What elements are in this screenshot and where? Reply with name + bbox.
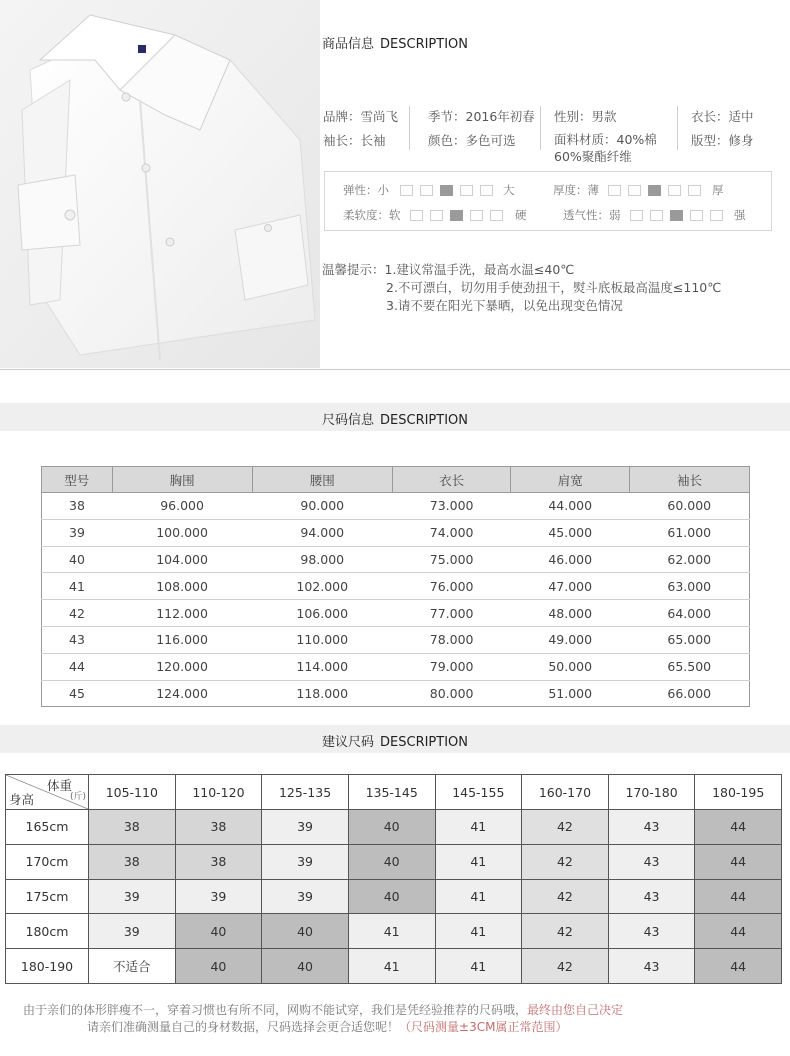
title-en: DESCRIPTION: [380, 735, 469, 750]
size-cell: 44: [695, 844, 782, 879]
table-cell: 50.000: [511, 653, 630, 680]
divider: [540, 106, 541, 150]
col-header: 腰围: [252, 467, 392, 493]
spec-length: 衣长：适中: [691, 109, 754, 124]
col-header: 型号: [42, 467, 113, 493]
table-row: [6, 879, 782, 914]
table-cell: 39: [42, 519, 113, 546]
size-cell: 41: [435, 844, 522, 879]
table-cell: 80.000: [392, 680, 511, 707]
table-cell: 46.000: [511, 546, 630, 573]
table-row: [6, 810, 782, 845]
footer-line-2: [87, 1018, 567, 1035]
table-cell: 49.000: [511, 626, 630, 653]
col-header: 胸围: [112, 467, 252, 493]
rating-square: [480, 185, 493, 196]
table-cell: 41: [42, 573, 113, 600]
table-row: [42, 493, 750, 520]
table-cell: 62.000: [630, 546, 750, 573]
rating-end-thickness: 厚: [712, 183, 724, 197]
table-cell: 44: [42, 653, 113, 680]
rating-square: [710, 210, 723, 221]
weight-header: 125-135: [262, 775, 349, 810]
table-cell: 78.000: [392, 626, 511, 653]
size-cell: 42: [522, 879, 609, 914]
size-cell: 39: [89, 914, 176, 949]
col-header: 袖长: [630, 467, 750, 493]
footer-line-1: [23, 1001, 623, 1018]
table-cell: 65.500: [630, 653, 750, 680]
table-row: [42, 600, 750, 627]
size-cell: 39: [262, 879, 349, 914]
weight-header: 135-145: [348, 775, 435, 810]
table-cell: 98.000: [252, 546, 392, 573]
table-cell: 106.000: [252, 600, 392, 627]
size-cell: 38: [175, 844, 262, 879]
size-cell: 42: [522, 810, 609, 845]
corner-weight: 体重: [46, 778, 72, 793]
table-cell: 116.000: [112, 626, 252, 653]
table-cell: 51.000: [511, 680, 630, 707]
table-cell: 47.000: [511, 573, 630, 600]
recommend-size-title: [322, 731, 468, 750]
table-row: [42, 680, 750, 707]
size-cell: 38: [89, 844, 176, 879]
table-cell: 110.000: [252, 626, 392, 653]
height-label: 175cm: [6, 879, 89, 914]
col-header: 衣长: [392, 467, 511, 493]
size-cell: 42: [522, 949, 609, 984]
size-cell: 40: [348, 810, 435, 845]
rating-square: [688, 185, 701, 196]
care-tips: [322, 261, 721, 315]
table-cell: 104.000: [112, 546, 252, 573]
size-cell: 44: [695, 879, 782, 914]
divider: [409, 106, 410, 150]
title-cn: 建议尺码: [322, 735, 375, 750]
size-cell: 39: [262, 844, 349, 879]
rating-square-active: [648, 185, 661, 196]
table-cell: 40: [42, 546, 113, 573]
rating-square-active: [450, 210, 463, 221]
rating-end-softness: 硬: [515, 208, 527, 222]
table-row: [42, 546, 750, 573]
size-cell: 41: [348, 949, 435, 984]
table-cell: 75.000: [392, 546, 511, 573]
size-cell: 40: [262, 949, 349, 984]
recommend-size-table: [5, 774, 782, 984]
table-row: [42, 653, 750, 680]
table-cell: 64.000: [630, 600, 750, 627]
rating-square: [628, 185, 641, 196]
size-cell: 41: [435, 879, 522, 914]
size-cell: 44: [695, 914, 782, 949]
care-tip-2: 2.不可漂白，切勿用手使劲扭干，熨斗底板最高温度≤110℃: [386, 280, 722, 295]
footer-highlight: 最终由您自己决定: [527, 1003, 624, 1017]
table-row: [42, 573, 750, 600]
table-row: [6, 949, 782, 984]
rating-label-softness: 柔软度：软: [343, 208, 401, 222]
rating-end-elasticity: 大: [503, 183, 515, 197]
table-row: [42, 626, 750, 653]
rating-end-breathability: 强: [734, 208, 746, 222]
size-cell: 43: [608, 879, 695, 914]
title-cn: 尺码信息: [322, 413, 375, 428]
table-row: [6, 914, 782, 949]
rating-square: [430, 210, 443, 221]
table-cell: 102.000: [252, 573, 392, 600]
corner-height: 身高: [9, 792, 35, 807]
size-cell: 40: [348, 879, 435, 914]
rating-square: [650, 210, 663, 221]
rating-label-thickness: 厚度：薄: [553, 183, 599, 197]
spec-material-2: 60%聚酯纤维: [554, 149, 632, 164]
spec-season: 季节：2016年初春: [428, 109, 535, 124]
table-cell: 43: [42, 626, 113, 653]
size-cell: 42: [522, 844, 609, 879]
height-label: 180cm: [6, 914, 89, 949]
rating-square: [690, 210, 703, 221]
corner-cell: [6, 775, 89, 810]
table-cell: 96.000: [112, 493, 252, 520]
table-cell: 94.000: [252, 519, 392, 546]
rating-square-active: [440, 185, 453, 196]
weight-header: 180-195: [695, 775, 782, 810]
table-cell: 112.000: [112, 600, 252, 627]
size-cell: 42: [522, 914, 609, 949]
size-cell: 不适合: [89, 949, 176, 984]
table-cell: 60.000: [630, 493, 750, 520]
table-cell: 108.000: [112, 573, 252, 600]
size-cell: 44: [695, 810, 782, 845]
rating-square: [668, 185, 681, 196]
weight-header: 170-180: [608, 775, 695, 810]
white-shirt-image: [0, 0, 320, 368]
product-info-title: [322, 33, 468, 52]
size-cell: 38: [89, 810, 176, 845]
table-cell: 118.000: [252, 680, 392, 707]
table-cell: 76.000: [392, 573, 511, 600]
weight-header: 145-155: [435, 775, 522, 810]
col-header: 肩宽: [511, 467, 630, 493]
size-cell: 40: [348, 844, 435, 879]
size-cell: 41: [435, 810, 522, 845]
table-cell: 42: [42, 600, 113, 627]
table-cell: 77.000: [392, 600, 511, 627]
rating-square: [410, 210, 423, 221]
table-cell: 65.000: [630, 626, 750, 653]
size-cell: 43: [608, 844, 695, 879]
product-info-section: [0, 0, 790, 370]
footer-text: 请亲们准确测量自己的身材数据，尺码选择会更合适您呢！: [87, 1020, 400, 1034]
table-cell: 63.000: [630, 573, 750, 600]
rating-square: [630, 210, 643, 221]
spec-fit: 版型：修身: [691, 133, 754, 148]
weight-header: 110-120: [175, 775, 262, 810]
table-cell: 124.000: [112, 680, 252, 707]
title-en: DESCRIPTION: [380, 413, 469, 428]
spec-color: 颜色：多色可选: [428, 133, 516, 148]
size-info-title: [322, 409, 468, 428]
rating-label-breathability: 透气性：弱: [563, 208, 621, 222]
table-cell: 45: [42, 680, 113, 707]
table-cell: 44.000: [511, 493, 630, 520]
table-cell: 38: [42, 493, 113, 520]
spec-gender: 性别：男款: [554, 109, 617, 124]
size-cell: 39: [175, 879, 262, 914]
rating-square: [608, 185, 621, 196]
care-tip-3: 3.请不要在阳光下暴晒，以免出现变色情况: [386, 298, 623, 313]
size-info-bar: [0, 403, 790, 431]
size-table: [41, 466, 750, 707]
size-cell: 41: [348, 914, 435, 949]
table-cell: 114.000: [252, 653, 392, 680]
size-cell: 41: [435, 949, 522, 984]
title-en: DESCRIPTION: [380, 37, 469, 52]
table-cell: 61.000: [630, 519, 750, 546]
size-cell: 43: [608, 810, 695, 845]
spec-brand: 品牌：雪尚飞: [323, 109, 399, 124]
footer-highlight: （尺码测量±3CM属正常范围）: [399, 1020, 568, 1034]
rating-square: [460, 185, 473, 196]
size-table-header: [42, 467, 750, 493]
size-cell: 40: [262, 914, 349, 949]
table-cell: 120.000: [112, 653, 252, 680]
size-cell: 44: [695, 949, 782, 984]
table-cell: 48.000: [511, 600, 630, 627]
title-cn: 商品信息: [322, 37, 375, 52]
height-label: 170cm: [6, 844, 89, 879]
rec-table-header: [6, 775, 782, 810]
size-cell: 40: [175, 914, 262, 949]
size-cell: 38: [175, 810, 262, 845]
size-cell: 43: [608, 914, 695, 949]
spec-material: 面料材质：40%棉: [554, 132, 657, 147]
table-cell: 74.000: [392, 519, 511, 546]
rating-square: [490, 210, 503, 221]
spec-sleeve: 袖长：长袖: [323, 133, 386, 148]
size-cell: 39: [262, 810, 349, 845]
table-cell: 73.000: [392, 493, 511, 520]
rating-square: [470, 210, 483, 221]
recommend-size-bar: [0, 725, 790, 753]
table-cell: 100.000: [112, 519, 252, 546]
table-row: [42, 519, 750, 546]
footer-text: 由于亲们的体形胖瘦不一，穿着习惯也有所不同，网购不能试穿，我们是凭经验推荐的尺码哦，: [23, 1003, 528, 1017]
size-cell: 43: [608, 949, 695, 984]
table-row: [6, 844, 782, 879]
table-cell: 79.000: [392, 653, 511, 680]
rating-square: [400, 185, 413, 196]
size-cell: 40: [175, 949, 262, 984]
rating-label-elasticity: 弹性：小: [343, 183, 389, 197]
rating-square: [420, 185, 433, 196]
rating-square-active: [670, 210, 683, 221]
weight-header: 105-110: [89, 775, 176, 810]
size-cell: 39: [89, 879, 176, 914]
corner-unit: (斤): [69, 792, 86, 802]
fabric-rating-box: [324, 171, 772, 231]
care-tip-1: 温馨提示：1.建议常温手洗，最高水温≤40℃: [322, 262, 575, 277]
table-cell: 45.000: [511, 519, 630, 546]
size-cell: 41: [435, 914, 522, 949]
height-label: 165cm: [6, 810, 89, 845]
table-cell: 90.000: [252, 493, 392, 520]
divider: [677, 106, 678, 150]
table-cell: 66.000: [630, 680, 750, 707]
weight-header: 160-170: [522, 775, 609, 810]
height-label: 180-190: [6, 949, 89, 984]
